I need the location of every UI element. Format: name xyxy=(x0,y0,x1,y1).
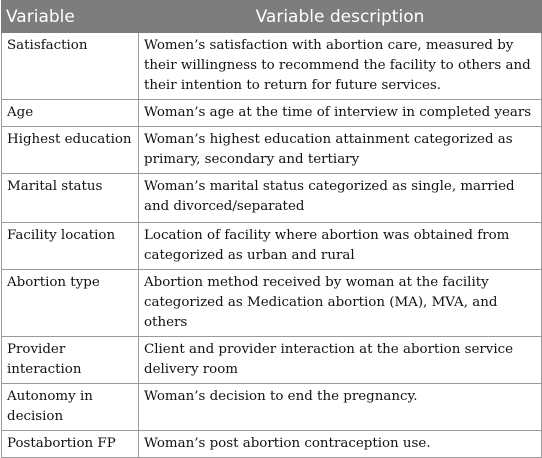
cell-variable: Satisfaction xyxy=(2,33,139,100)
cell-variable: Facility location xyxy=(2,223,139,270)
cell-variable: Marital status xyxy=(2,174,139,223)
table-row xyxy=(2,270,542,337)
cell-description: Woman’s marital status categorized as single, married and divorced/separated xyxy=(139,174,542,223)
cell-variable: Age xyxy=(2,100,139,127)
cell-variable: Postabortion FP xyxy=(2,431,139,458)
table-header xyxy=(2,1,542,33)
variable-table xyxy=(1,0,542,458)
table-row xyxy=(2,384,542,431)
table-row xyxy=(2,127,542,174)
table-body xyxy=(2,33,542,458)
cell-description: Location of facility where abortion was obtained from categorized as urban and rural xyxy=(139,223,542,270)
cell-variable: Highest education xyxy=(2,127,139,174)
cell-description: Women’s satisfaction with abortion care, measured by their willingness to recommend the facility to others and their intention to return for future services. xyxy=(139,33,542,100)
table-row xyxy=(2,337,542,384)
table-row xyxy=(2,223,542,270)
header-variable: Variable xyxy=(2,1,139,33)
table-row xyxy=(2,100,542,127)
cell-description: Woman’s post abortion contraception use. xyxy=(139,431,542,458)
table-row xyxy=(2,33,542,100)
cell-description: Woman’s highest education attainment categorized as primary, secondary and tertiary xyxy=(139,127,542,174)
header-description: Variable description xyxy=(139,1,542,33)
cell-variable: Autonomy in decision xyxy=(2,384,139,431)
header-row xyxy=(2,1,542,33)
cell-description: Woman’s decision to end the pregnancy. xyxy=(139,384,542,431)
cell-variable: Provider interaction xyxy=(2,337,139,384)
cell-description: Woman’s age at the time of interview in completed years xyxy=(139,100,542,127)
cell-description: Abortion method received by woman at the facility categorized as Medication abortion (MA), MVA, and others xyxy=(139,270,542,337)
cell-description: Client and provider interaction at the abortion service delivery room xyxy=(139,337,542,384)
table-row xyxy=(2,431,542,458)
cell-variable: Abortion type xyxy=(2,270,139,337)
table-row xyxy=(2,174,542,223)
